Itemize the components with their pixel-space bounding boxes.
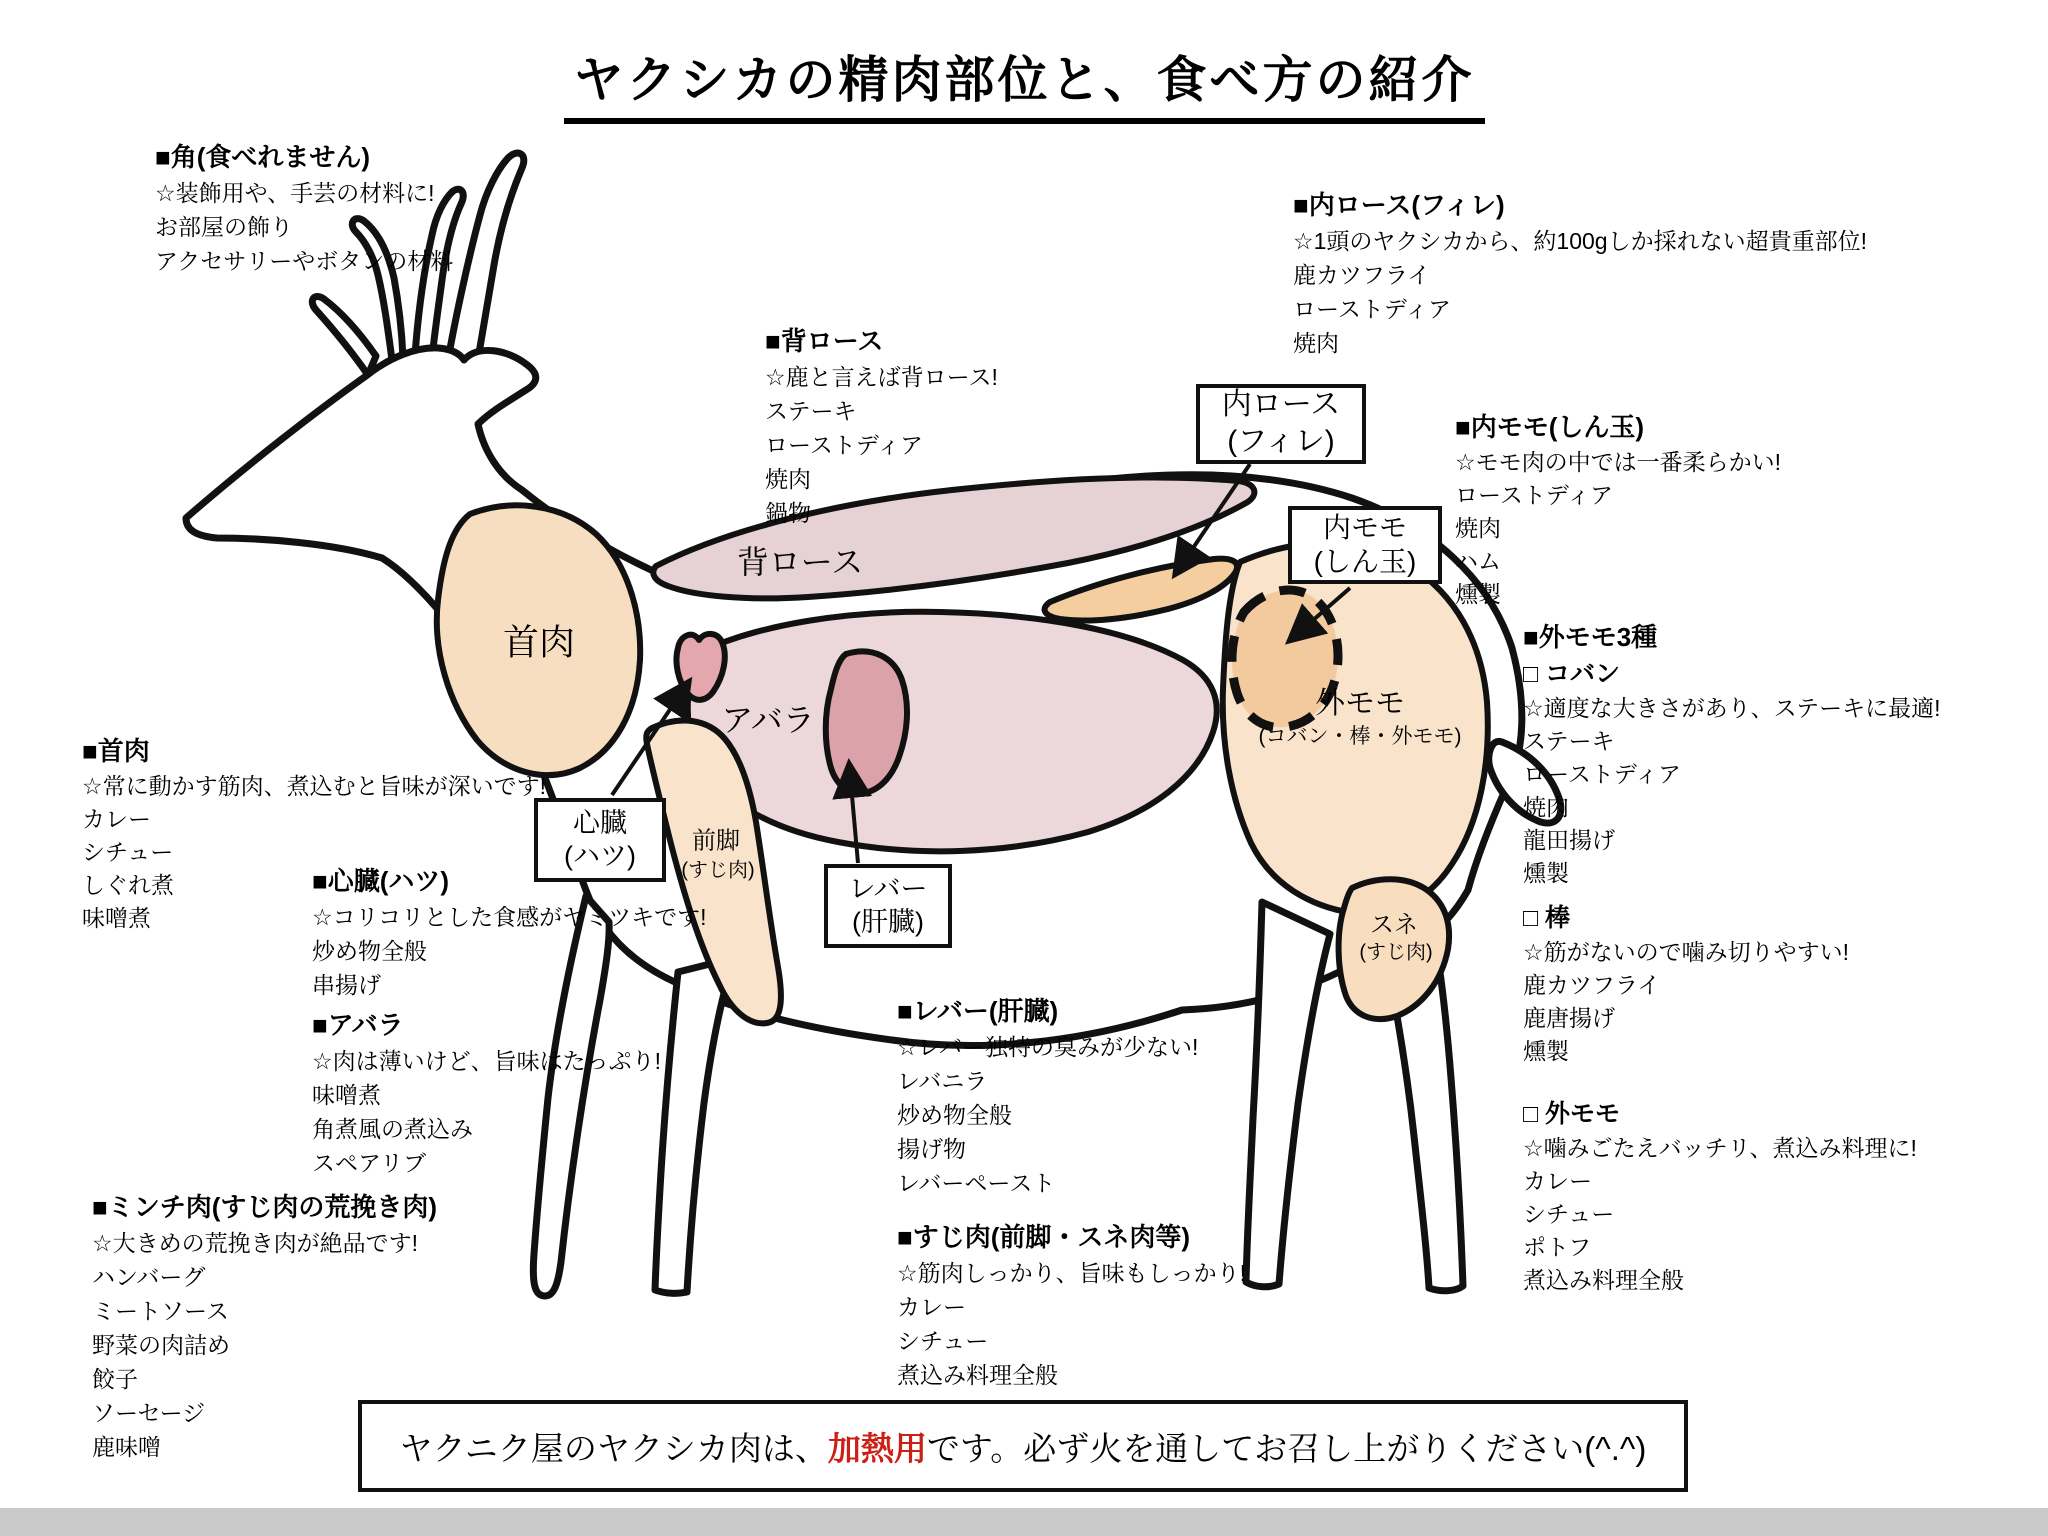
block-item: 鹿唐揚げ [1523,1005,1615,1031]
block-note: ☆コリコリとした食感がヤミツキです! [312,904,707,930]
block-header: ■外モモ3種 [1523,622,1658,652]
block-note: ☆鹿と言えば背ロース! [765,364,998,390]
block-header: ■アバラ [312,1010,404,1040]
block-item: 揚げ物 [897,1136,966,1162]
banner-text-pre: ヤクニク屋のヤクシカ肉は、 [399,1429,828,1467]
region-label-neck: 首肉 [502,621,576,663]
block-item: レバーペースト [897,1170,1056,1196]
callout-inner-round-line1: 内モモ [1322,511,1407,543]
banner-text-post: です。必ず火を通してお召し上がりください(^.^) [926,1429,1647,1467]
block-item: シチュー [82,839,174,865]
info-block-bou [1523,900,1849,1068]
block-item: アクセサリーやボタンの材料 [155,248,454,274]
region-label-shank: スネ [1370,911,1418,939]
block-item: 炒め物全般 [312,938,427,964]
front-leg-shape [655,958,734,1293]
block-item: しぐれ煮 [82,872,174,898]
liver-region [826,651,907,793]
callout-inner-round [1288,506,1442,584]
antler-brow-tine-shape [312,297,376,376]
block-note: ☆常に動かす筋肉、煮込むと旨味が深いです! [82,773,547,799]
hind-leg-shape [1246,902,1330,1287]
block-item: お部屋の飾り [155,214,293,240]
block-item: シチュー [1523,1201,1615,1227]
block-note: ☆肉は薄いけど、旨味はたっぷり! [312,1048,662,1074]
block-item: 鍋物 [765,500,811,526]
block-item: ミートソース [92,1298,229,1324]
region-label-foreleg-sub: (すじ肉) [681,859,755,882]
block-item: ステーキ [765,398,857,424]
block-item: 角煮風の煮込み [312,1116,473,1142]
region-label-outer-round-sub: (コバン・棒・外モモ) [1258,725,1462,748]
antler-main-beam-shape [448,153,524,365]
page-title-wrap [0,40,2048,124]
callout-fillet-line1: 内ロース [1221,388,1341,422]
block-item: カレー [897,1294,966,1320]
block-note: ☆筋肉しっかり、旨味もしっかり! [897,1260,1247,1286]
block-item: 煮込み料理全般 [1523,1267,1684,1293]
block-item: 野菜の肉詰め [92,1332,230,1358]
info-block-rib [312,1006,661,1180]
block-item: 燻製 [1523,860,1569,886]
block-note: ☆筋がないので噛み切りやすい! [1523,939,1850,965]
block-item: カレー [82,806,151,832]
region-label-outer-round: 外モモ [1315,687,1405,720]
block-item: レバニラ [897,1068,988,1094]
block-item: ハム [1455,548,1501,574]
block-item: ポトフ [1523,1234,1592,1260]
block-item: ローストディア [1455,482,1614,508]
region-label-rib: アバラ [721,702,815,738]
block-item: 鹿カツフライ [1293,262,1431,288]
block-note: ☆噛みごたえバッチリ、煮込み料理に! [1523,1135,1917,1161]
block-item: ハンバーグ [92,1264,206,1290]
region-label-shank-sub: (すじ肉) [1359,941,1433,964]
callout-fillet-line2: (フィレ) [1227,425,1335,458]
block-note: ☆適度な大きさがあり、ステーキに最適! [1523,695,1941,721]
block-header: ■内ロース(フィレ) [1293,190,1505,220]
block-header: ■ミンチ肉(すじ肉の荒挽き肉) [92,1192,438,1222]
heating-notice-banner [358,1400,1688,1492]
block-item: 燻製 [1523,1038,1569,1064]
block-subheader: □ コバン [1523,660,1621,688]
block-item: 燻製 [1455,581,1501,607]
block-header: ■角(食べれません) [155,142,371,172]
info-block-antler [155,138,453,278]
block-item: 焼肉 [1293,330,1339,356]
block-header: ■レバー(肝臓) [897,996,1059,1026]
block-item: ローストディア [1523,761,1682,787]
info-block-outer-round-3 [1523,618,1941,890]
block-header: ■内モモ(しん玉) [1455,412,1645,442]
block-note: ☆レバー独特の臭みが少ない! [897,1034,1199,1060]
block-item: 餃子 [92,1366,138,1392]
block-header: ■心臓(ハツ) [312,866,450,896]
block-item: 煮込み料理全般 [897,1362,1058,1388]
callout-fillet [1196,384,1366,464]
info-block-outer-round [1523,1096,1917,1297]
block-item: 味噌煮 [82,905,151,931]
banner-text-highlight: 加熱用 [827,1429,927,1467]
callout-liver-line1: レバー [848,874,928,905]
block-item: 串揚げ [312,972,381,998]
block-note: ☆大きめの荒挽き肉が絶品です! [92,1230,419,1256]
block-item: 焼肉 [1523,794,1569,820]
block-item: 炒め物全般 [897,1102,1012,1128]
block-note: ☆1頭のヤクシカから、約100gしか採れない超貴重部位! [1293,228,1867,254]
block-item: ステーキ [1523,728,1615,754]
block-item: 鹿味噌 [92,1434,161,1460]
info-block-loin [765,322,998,530]
region-label-foreleg: 前脚 [692,827,740,855]
info-block-fillet [1293,186,1867,360]
block-item: 焼肉 [765,466,811,492]
page-bottom-gutter [0,1508,2048,1536]
block-item: シチュー [897,1328,989,1354]
callout-inner-round-line2: (しん玉) [1313,546,1417,577]
region-label-loin: 背ロース [736,544,864,580]
info-block-liver [897,992,1198,1200]
info-block-heart [312,862,707,1002]
callout-heart-line2: (ハツ) [564,841,636,871]
block-item: 鹿カツフライ [1523,972,1661,998]
block-item: 味噌煮 [312,1082,381,1108]
callout-heart-line1: 心臓 [573,808,627,839]
info-block-inner-round [1455,408,1781,611]
info-block-sinew [897,1218,1246,1392]
callout-liver-line2: (肝臓) [852,907,924,937]
block-item: ローストディア [1293,296,1452,322]
block-item: 焼肉 [1455,515,1501,541]
block-subheader: □ 外モモ [1523,1100,1621,1128]
block-subheader: □ 棒 [1523,904,1571,932]
block-item: カレー [1523,1168,1592,1194]
block-header: ■背ロース [765,326,884,356]
callout-liver [824,864,952,948]
block-note: ☆装飾用や、手芸の材料に! [155,180,435,206]
block-note: ☆モモ肉の中では一番柔らかい! [1455,449,1782,475]
block-item: ローストディア [765,432,924,458]
block-item: ソーセージ [92,1400,206,1426]
block-item: 龍田揚げ [1523,827,1615,853]
page-title: ヤクシカの精肉部位と、食べ方の紹介 [564,40,1485,124]
block-header: ■すじ肉(前脚・スネ肉等) [897,1222,1191,1252]
block-header: ■首肉 [82,736,150,766]
block-item: スペアリブ [312,1150,427,1176]
